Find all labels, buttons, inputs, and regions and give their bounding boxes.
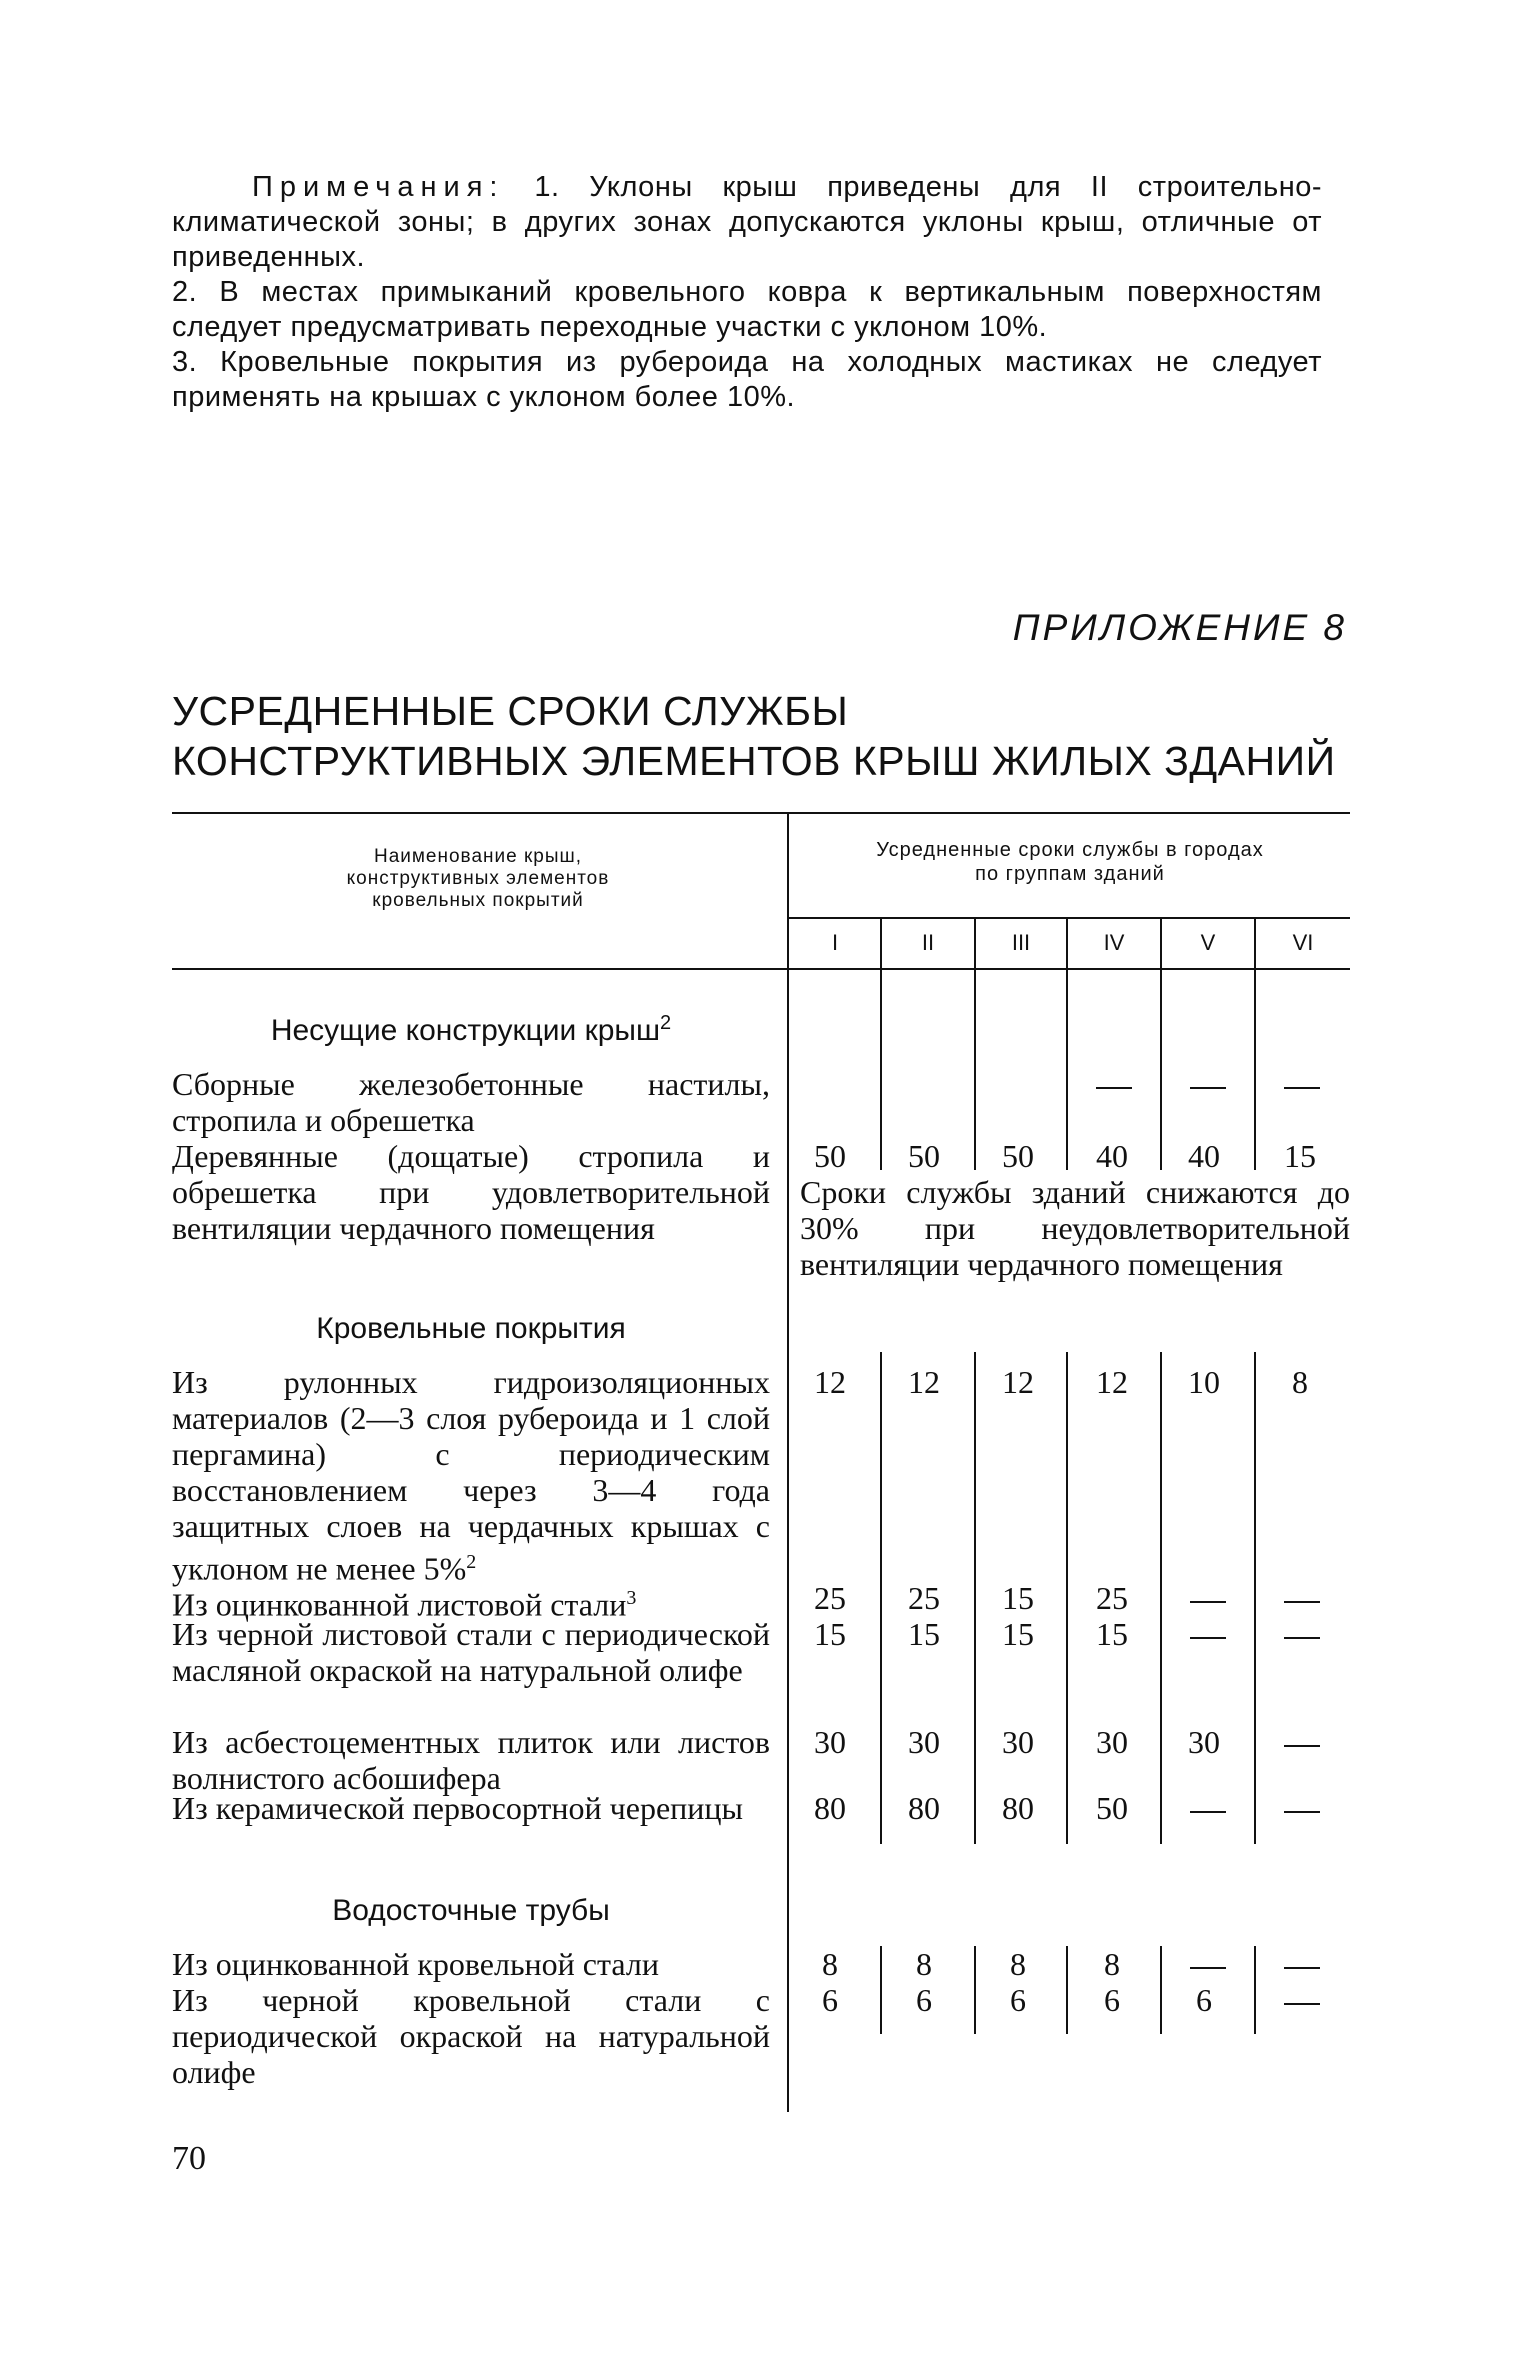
value-cell: 30: [1188, 1724, 1220, 1760]
value-dash: [1168, 1580, 1248, 1616]
value-dash: [1074, 1066, 1154, 1102]
value-cell: 25: [1096, 1580, 1128, 1616]
col-divider: [1066, 970, 1068, 1170]
value-cell: 50: [814, 1138, 846, 1174]
value-cell: 8: [1292, 1364, 1308, 1400]
notes-label: Примечания:: [252, 171, 505, 203]
value-cell: 15: [814, 1616, 846, 1652]
title-line-1: УСРЕДНЕННЫЕ СРОКИ СЛУЖБЫ: [172, 688, 849, 734]
value-cell: 12: [1002, 1364, 1034, 1400]
name-column-divider: [787, 812, 789, 2112]
value-cell: 50: [1096, 1790, 1128, 1826]
table-header-values: Усредненные сроки службы в городах по группам зданий: [876, 839, 1264, 885]
note-2: 2. В местах примыканий кровельного ковра к вертикальным поверхностям следует предусматривать переходные участки с уклоном 10%.: [172, 276, 1322, 343]
value-cell: 25: [814, 1580, 846, 1616]
notes-block: [172, 170, 1322, 415]
value-cell: 12: [1096, 1364, 1128, 1400]
value-cell: 6: [1104, 1982, 1120, 2018]
col-divider: [880, 1946, 882, 2034]
table-row-name: Из черной листовой стали с периодической масляной окраской на натуральной олифе: [172, 1616, 770, 1688]
col-divider: [1066, 1352, 1068, 1844]
page-number: 70: [172, 2140, 206, 2177]
col-divider: [974, 970, 976, 1170]
value-cell: 8: [1010, 1946, 1026, 1982]
note-1: Примечания: 1. Уклоны крыш приведены для II строительно-климатической зоны; в других зонах допускаются уклоны крыш, отличные от приведенных.: [172, 171, 1322, 273]
note-3: 3. Кровельные покрытия из рубероида на холодных мастиках не следует применять на крышах с уклоном более 10%.: [172, 346, 1322, 413]
value-cell: 15: [908, 1616, 940, 1652]
value-cell: 8: [1104, 1946, 1120, 1982]
value-cell: 6: [822, 1982, 838, 2018]
value-dash: [1262, 1580, 1342, 1616]
value-cell: 30: [814, 1724, 846, 1760]
value-cell: 12: [814, 1364, 846, 1400]
table-row-name: Из рулонных гидроизоляционных материалов (2—3 слоя рубероида и 1 слой пергамина) с периодическим восстановлением через 3—4 года защитных слоев на чердачных крышах с уклоном не менее 5%$^2$: [172, 1364, 770, 1587]
value-dash: [1168, 1946, 1248, 1982]
value-dash: [1262, 1982, 1342, 2018]
group-header-6: VI: [1292, 930, 1314, 955]
col-divider: [1066, 1946, 1068, 2034]
value-cell: 80: [1002, 1790, 1034, 1826]
value-cell: 30: [1002, 1724, 1034, 1760]
group-header-5: V: [1200, 930, 1216, 955]
value-cell: 80: [908, 1790, 940, 1826]
value-cell: 8: [916, 1946, 932, 1982]
value-dash: [1168, 1066, 1248, 1102]
value-cell: 25: [908, 1580, 940, 1616]
value-cell: 50: [1002, 1138, 1034, 1174]
table-row-name: Из черной кровельной стали с периодической окраской на натуральной олифе: [172, 1982, 770, 2090]
col-divider: [974, 1946, 976, 2034]
table-header-name-column: Наименование крыш, конструктивных элементов кровельных покрытий: [346, 846, 610, 911]
value-dash: [1262, 1724, 1342, 1760]
table-row-name: Из керамической первосортной черепицы: [172, 1790, 744, 1826]
header-bottom-rule: [172, 968, 1350, 970]
col-divider: [880, 970, 882, 1170]
table-row-name: Сборные железобетонные настилы, стропила и обрешетка: [172, 1066, 770, 1138]
col-divider: [880, 1352, 882, 1844]
col-divider: [1254, 1352, 1256, 1844]
col-divider: [1254, 1946, 1256, 2034]
table-row-name: Из оцинкованной листовой стали$^3$: [172, 1586, 637, 1623]
value-cell: 15: [1002, 1616, 1034, 1652]
title-line-2: КОНСТРУКТИВНЫХ ЭЛЕМЕНТОВ КРЫШ ЖИЛЫХ ЗДАНИЙ: [172, 738, 1336, 784]
value-cell: 40: [1188, 1138, 1220, 1174]
section-heading-load-bearing: Несущие конструкции крыш$^2$: [270, 1012, 672, 1047]
value-cell: 15: [1002, 1580, 1034, 1616]
group-header-2: II: [921, 930, 935, 955]
section-heading-drainpipes: Водосточные трубы: [332, 1894, 610, 1927]
table-row-name: Из асбестоцементных плиток или листов волнистого асбошифера: [172, 1724, 770, 1796]
col-divider: [1160, 1352, 1162, 1844]
value-cell: 6: [1196, 1982, 1212, 2018]
group-header-rule: [788, 917, 1350, 919]
col-divider: [1160, 1946, 1162, 2034]
value-dash: [1168, 1616, 1248, 1652]
value-dash: [1262, 1066, 1342, 1102]
value-cell: 8: [822, 1946, 838, 1982]
group-header-1: I: [831, 930, 839, 955]
col-divider: [1160, 970, 1162, 1170]
appendix-label: ПРИЛОЖЕНИЕ 8: [1012, 607, 1347, 648]
table-top-rule: [172, 812, 1350, 814]
value-dash: [1262, 1790, 1342, 1826]
col-divider: [1254, 970, 1256, 1170]
value-cell: 6: [1010, 1982, 1026, 2018]
page-title: [172, 686, 1336, 786]
value-cell: 10: [1188, 1364, 1220, 1400]
value-dash: [1262, 1946, 1342, 1982]
group-header-4: IV: [1103, 930, 1125, 955]
table-row-name: Из оцинкованной кровельной стали: [172, 1946, 659, 1982]
value-cell: 50: [908, 1138, 940, 1174]
value-cell: 15: [1284, 1138, 1316, 1174]
value-cell: 15: [1096, 1616, 1128, 1652]
group-header-3: III: [1011, 930, 1031, 955]
value-cell: 30: [1096, 1724, 1128, 1760]
section-heading-roofing: Кровельные покрытия: [316, 1312, 626, 1345]
row-note: Сроки службы зданий снижаются до 30% при неудовлетворительной вентиляции чердачного помещения: [800, 1174, 1350, 1282]
value-cell: 80: [814, 1790, 846, 1826]
value-dash: [1168, 1790, 1248, 1826]
value-cell: 6: [916, 1982, 932, 2018]
col-divider: [974, 1352, 976, 1844]
table-row-name: Деревянные (дощатые) стропила и обрешетка при удовлетворительной вентиляции чердачного помещения: [172, 1138, 770, 1246]
value-cell: 30: [908, 1724, 940, 1760]
value-cell: 12: [908, 1364, 940, 1400]
value-dash: [1262, 1616, 1342, 1652]
value-cell: 40: [1096, 1138, 1128, 1174]
